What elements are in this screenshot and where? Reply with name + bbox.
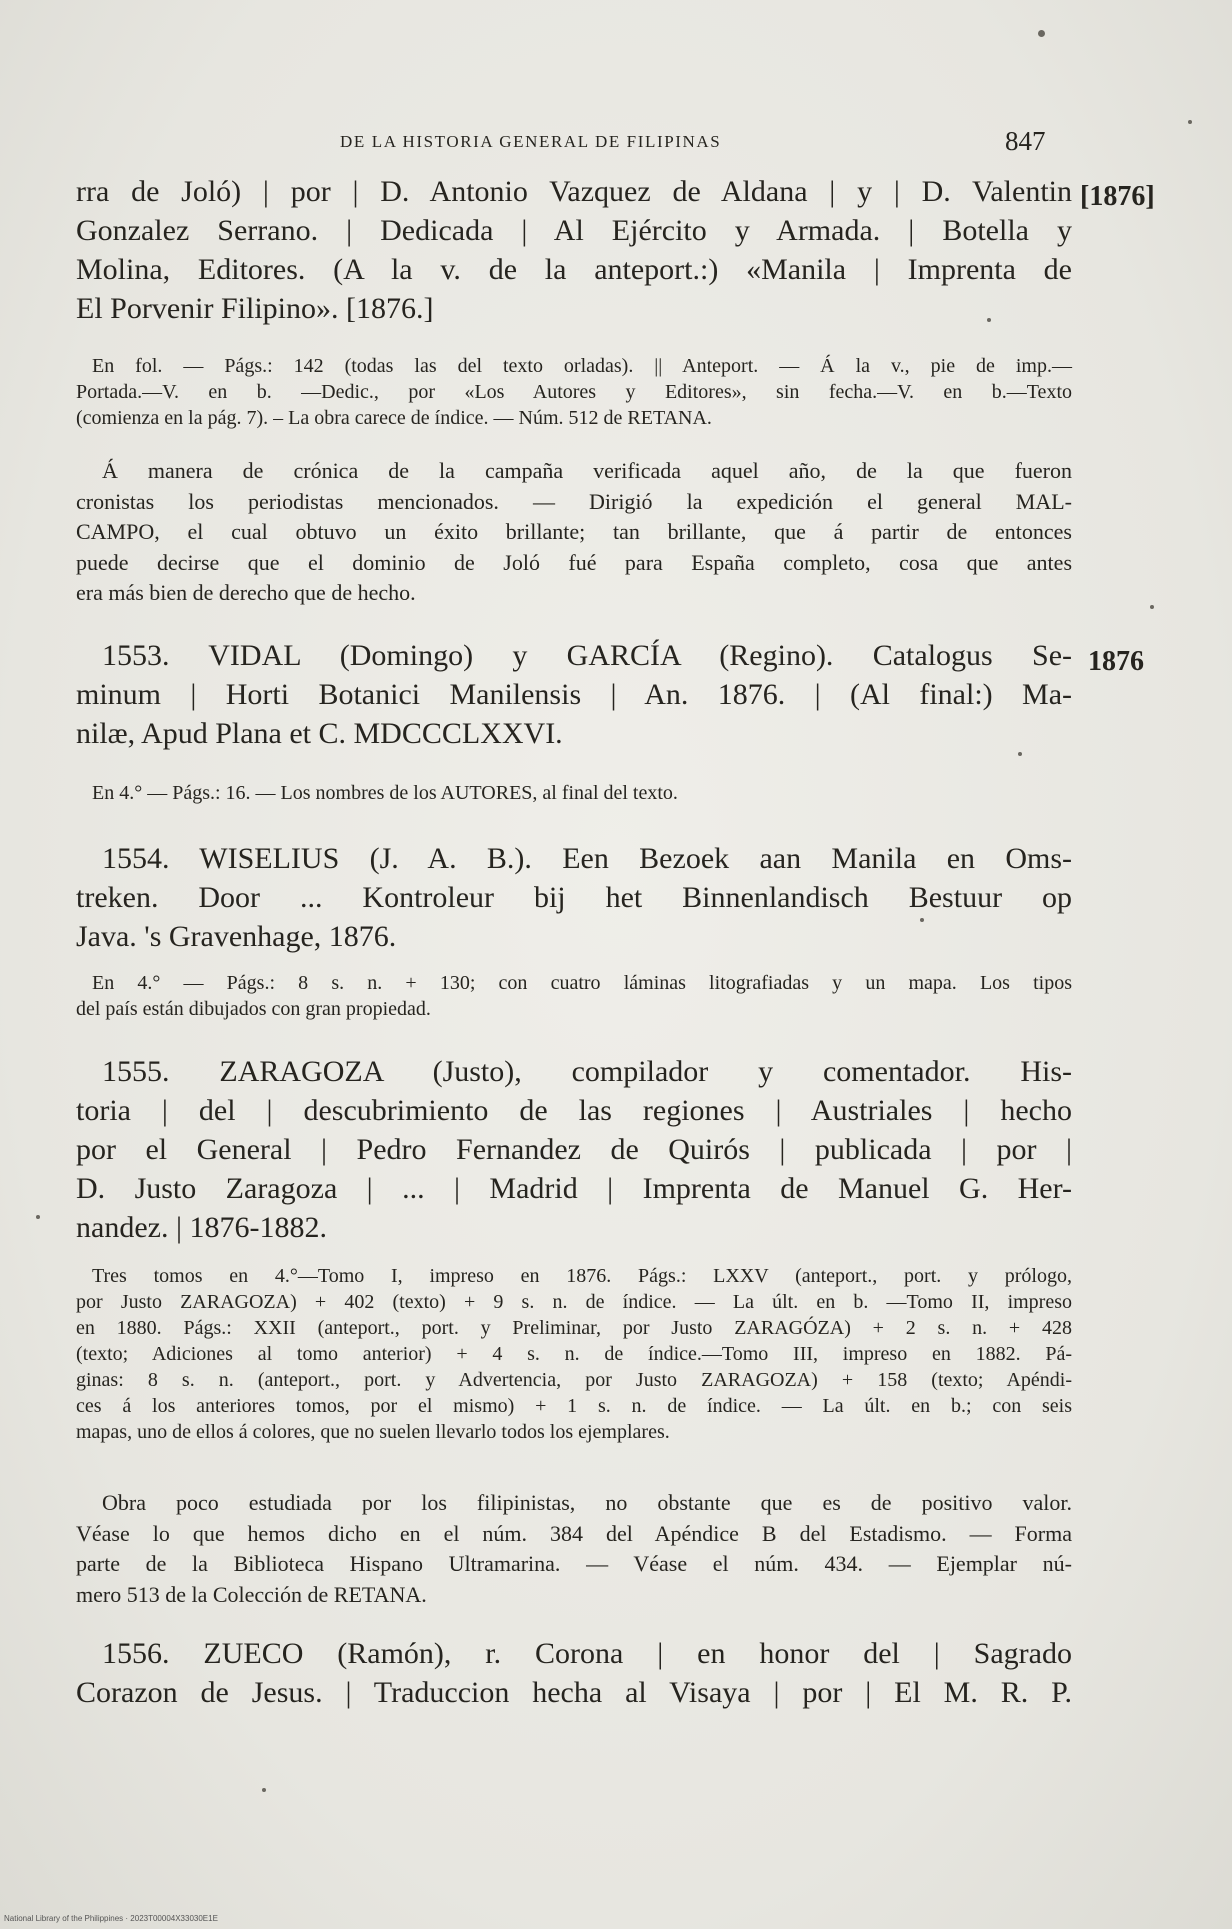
comment-line: CAMPO, el cual obtuvo un éxito brillante; tan brillante, que á partir de entonces (76, 519, 1072, 544)
entry-line: nandez. | 1876-1882. (76, 1211, 327, 1244)
text-line: El Porvenir Filipino». [1876.] (76, 292, 434, 325)
entry-1553-note (76, 780, 1072, 806)
entry-line: Java. 's Gravenhage, 1876. (76, 920, 397, 953)
running-head: DE LA HISTORIA GENERAL DE FILIPINAS (340, 132, 722, 151)
entry-1554 (76, 839, 1072, 956)
comment-line: era más bien de derecho que de hecho. (76, 580, 416, 605)
text-line: rra de Joló) | por | D. Antonio Vazquez de Aldana | y | D. Valentin (76, 175, 1072, 208)
comment-line: mero 513 de la Colección de RETANA. (76, 1581, 427, 1607)
footer-watermark: National Library of the Philippines · 2023T00004X33030E1E (4, 1914, 218, 1923)
note-line: mapas, uno de ellos á colores, que no suelen llevarlo todos los ejemplares. (76, 1421, 670, 1443)
note-line: Tres tomos en 4.°—Tomo I, impreso en 1876. Págs.: LXXV (anteport., port. y prólogo, (92, 1265, 1072, 1287)
margin-year-top: [1876] (1080, 181, 1155, 212)
note-line: En 4.° — Págs.: 16. — Los nombres de los AUTORES, al final del texto. (92, 782, 678, 804)
text-line: Gonzalez Serrano. | Dedicada | Al Ejército y Armada. | Botella y (76, 214, 1072, 247)
entry-1554-notes (76, 970, 1072, 1022)
comment-line: Véase lo que hemos dicho en el núm. 384 del Apéndice B del Estadismo. — Forma (76, 1520, 1072, 1546)
entry-line: D. Justo Zaragoza | ... | Madrid | Imprenta de Manuel G. Her- (76, 1172, 1072, 1205)
entry-line: 1555. ZARAGOZA (Justo), compilador y comentador. His- (102, 1055, 1072, 1088)
comment-line: parte de la Biblioteca Hispano Ultramarina. — Véase el núm. 434. — Ejemplar nú- (76, 1551, 1072, 1576)
entry-1553 (76, 636, 1072, 753)
entry-1555-comment (76, 1488, 1072, 1610)
scan-speck (1038, 30, 1045, 37)
scan-speck (920, 918, 924, 922)
comment-line: Á manera de crónica de la campaña verificada aquel año, de la que fueron (102, 458, 1072, 483)
entry-continuation (76, 172, 1072, 328)
comment-line: puede decirse que el dominio de Joló fué para España completo, cosa que antes (76, 549, 1072, 575)
entry-line: treken. Door ... Kontroleur bij het Binnenlandisch Bestuur op (76, 881, 1072, 914)
note-line: En 4.° — Págs.: 8 s. n. + 130; con cuatro láminas litografiadas y un mapa. Los tipos (92, 972, 1072, 994)
scan-speck (1018, 752, 1022, 756)
note-line: En fol. — Págs.: 142 (todas las del texto orladas). || Anteport. — Á la v., pie de imp.— (92, 355, 1072, 377)
note-line: Portada.—V. en b. —Dedic., por «Los Autores y Editores», sin fecha.—V. en b.—Texto (76, 381, 1072, 403)
entry-line: 1554. WISELIUS (J. A. B.). Een Bezoek aan Manila en Oms- (102, 842, 1072, 875)
entry-line: toria | del | descubrimiento de las regiones | Austriales | hecho (76, 1094, 1072, 1127)
note-line: (texto; Adiciones al tomo anterior) + 4 s. n. de índice.—Tomo III, impreso en 1882. Pá- (76, 1343, 1072, 1365)
comment-line: Obra poco estudiada por los filipinistas, no obstante que es de positivo valor. (102, 1490, 1072, 1515)
page-number: 847 (1005, 126, 1046, 156)
scan-speck (1188, 120, 1192, 124)
entry-line: por el General | Pedro Fernandez de Quirós | publicada | por | (76, 1133, 1072, 1166)
entry-line: 1553. VIDAL (Domingo) y GARCÍA (Regino). Catalogus Se- (102, 639, 1072, 672)
note-line: del país están dibujados con gran propiedad. (76, 998, 431, 1020)
entry-1555 (76, 1052, 1072, 1247)
comment-line: cronistas los periodistas mencionados. — Dirigió la expedición el general MAL- (76, 488, 1072, 514)
note-line: ginas: 8 s. n. (anteport., port. y Advertencia, por Justo ZARAGOZA) + 158 (texto; Apéndi- (76, 1369, 1072, 1391)
scan-speck (1150, 605, 1154, 609)
entry-continuation-comment (76, 456, 1072, 609)
note-line: (comienza en la pág. 7). – La obra carece de índice. — Núm. 512 de RETANA. (76, 407, 712, 429)
note-line: en 1880. Págs.: XXII (anteport., port. y Preliminar, por Justo ZARAGÓZA) + 2 s. n. + 428 (76, 1317, 1072, 1339)
note-line: por Justo ZARAGOZA) + 402 (texto) + 9 s. n. de índice. — La últ. en b. —Tomo II, impreso (76, 1291, 1072, 1313)
entry-continuation-notes (76, 353, 1072, 431)
entry-line: nilæ, Apud Plana et C. MDCCCLXXVI. (76, 717, 563, 750)
note-line: ces á los anteriores tomos, por el mismo) + 1 s. n. de índice. — La últ. en b.; con seis (76, 1395, 1072, 1417)
margin-year-1553: 1876 (1088, 646, 1144, 677)
entry-line: minum | Horti Botanici Manilensis | An. 1876. | (Al final:) Ma- (76, 678, 1072, 711)
entry-1556 (76, 1634, 1072, 1712)
scan-speck (262, 1788, 266, 1792)
entry-line: 1556. ZUECO (Ramón), r. Corona | en honor del | Sagrado (102, 1637, 1072, 1670)
scan-speck (36, 1215, 40, 1219)
text-line: Molina, Editores. (A la v. de la anteport.:) «Manila | Imprenta de (76, 253, 1072, 286)
entry-line: Corazon de Jesus. | Traduccion hecha al Visaya | por | El M. R. P. (76, 1676, 1072, 1709)
scan-speck (987, 318, 991, 322)
entry-1555-notes (76, 1263, 1072, 1445)
